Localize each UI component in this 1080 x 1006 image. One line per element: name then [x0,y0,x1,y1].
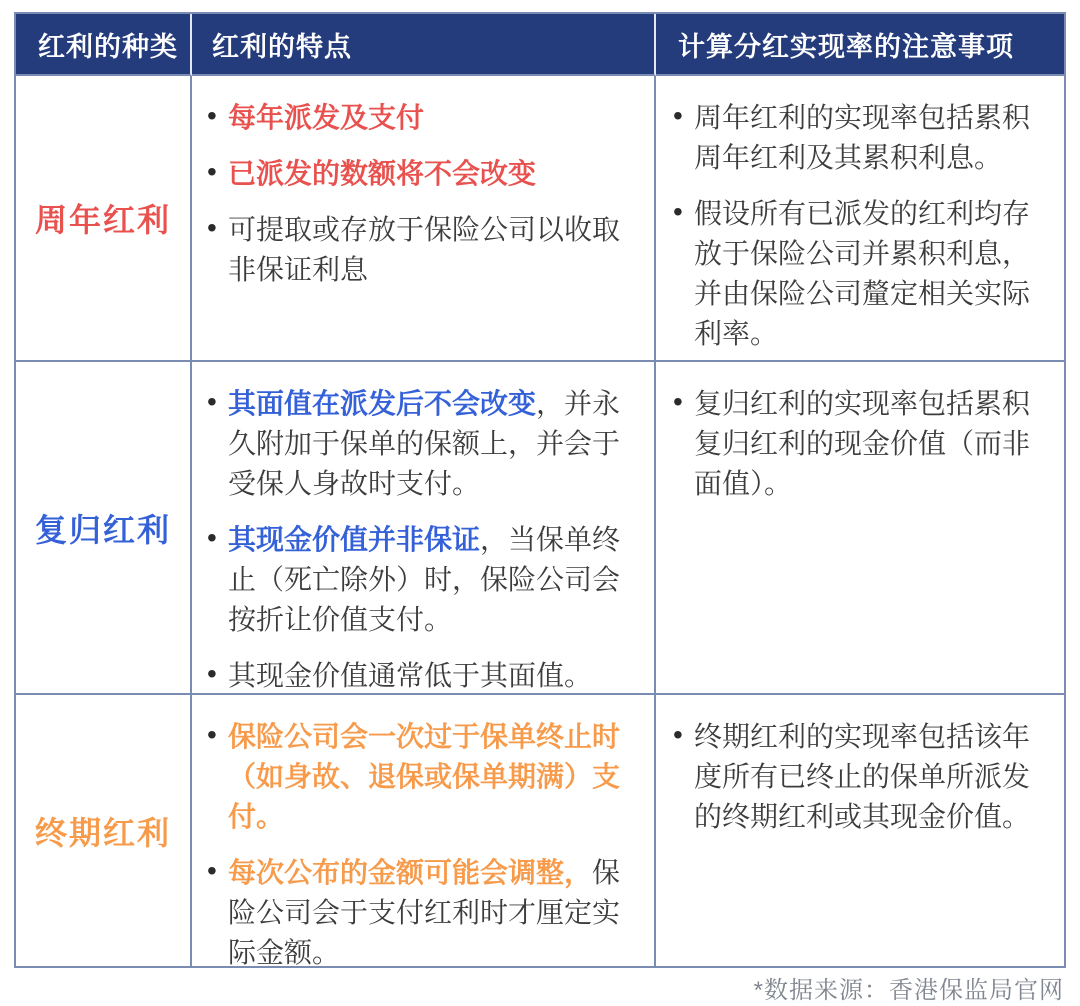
bullet-icon: • [673,100,683,131]
row-label-terminal-dividend [16,695,192,966]
column-header-dividend-features [192,14,656,76]
feature-text: 其现金价值通常低于其面值。 [228,660,593,691]
bullet-icon: • [207,100,217,131]
feature-highlight: 保险公司会一次过于保单终止时（如身故、退保或保单期满）支付。 [228,721,621,832]
features-cell-annual-dividend [192,76,656,362]
column-header-label: 红利的种类 [38,31,178,62]
feature-text: 保险公司会于支付红利时才厘定实际金额。 [228,857,621,966]
feature-item [206,717,624,837]
row-label-text: 复归红利 [34,511,171,548]
feature-item [206,656,624,695]
features-cell-terminal-dividend [192,695,656,966]
feature-item [206,154,624,194]
bullet-icon: • [673,196,683,227]
column-header-label: 红利的特点 [212,31,352,62]
feature-text: ，当保单终止（死亡除外）时，保险公司会按折让价值支付。 [228,524,621,635]
note-text: 假设所有已派发的红利均存放于保险公司并累积利息，并由保险公司釐定相关实际利率。 [694,198,1031,349]
bullet-icon: • [207,719,217,750]
feature-highlight: 其现金价值并非保证 [228,524,481,555]
notes-cell-terminal-dividend [656,695,1064,966]
row-label-reversionary-dividend [16,362,192,695]
bullet-icon: • [673,386,683,417]
note-item [672,717,1046,837]
column-header-label: 计算分红实现率的注意事项 [678,31,1014,62]
bullet-icon: • [207,156,217,187]
column-header-fulfillment-notes [656,14,1064,76]
features-cell-reversionary-dividend [192,362,656,695]
row-label-text: 周年红利 [34,202,171,238]
bullet-icon: • [207,855,217,886]
feature-highlight: 已派发的数额将不会改变 [228,158,537,189]
feature-item [206,210,624,290]
bullet-icon: • [673,719,683,750]
column-header-dividend-type [16,14,192,76]
data-source-note: *数据来源：香港保监局官网 [753,977,1064,1004]
note-text: 周年红利的实现率包括累积周年红利及其累积利息。 [694,102,1031,173]
notes-cell-reversionary-dividend [656,362,1064,695]
feature-item [206,853,624,966]
feature-highlight: 每年派发及支付 [228,102,425,133]
notes-cell-annual-dividend [656,76,1064,362]
feature-highlight: 每次公布的金额可能会调整， [228,857,593,888]
note-text: 终期红利的实现率包括该年度所有已终止的保单所派发的终期红利或其现金价值。 [694,721,1031,832]
feature-item [206,520,624,640]
bullet-icon: • [207,658,217,689]
row-label-text: 终期红利 [34,814,171,851]
bullet-icon: • [207,522,217,553]
dividend-table [14,12,1066,968]
row-label-annual-dividend [16,76,192,362]
feature-item [206,384,624,504]
feature-highlight: 其面值在派发后不会改变 [228,388,537,419]
feature-text: 可提取或存放于保险公司以收取非保证利息 [228,214,621,285]
bullet-icon: • [207,386,217,417]
bullet-icon: • [207,212,217,243]
note-item [672,384,1046,504]
feature-item [206,98,624,138]
feature-text: ，并永久附加于保单的保额上，并会于受保人身故时支付。 [228,388,621,499]
note-text: 复归红利的实现率包括累积复归红利的现金价值（而非面值）。 [694,388,1031,499]
note-item [672,98,1046,178]
note-item [672,194,1046,354]
